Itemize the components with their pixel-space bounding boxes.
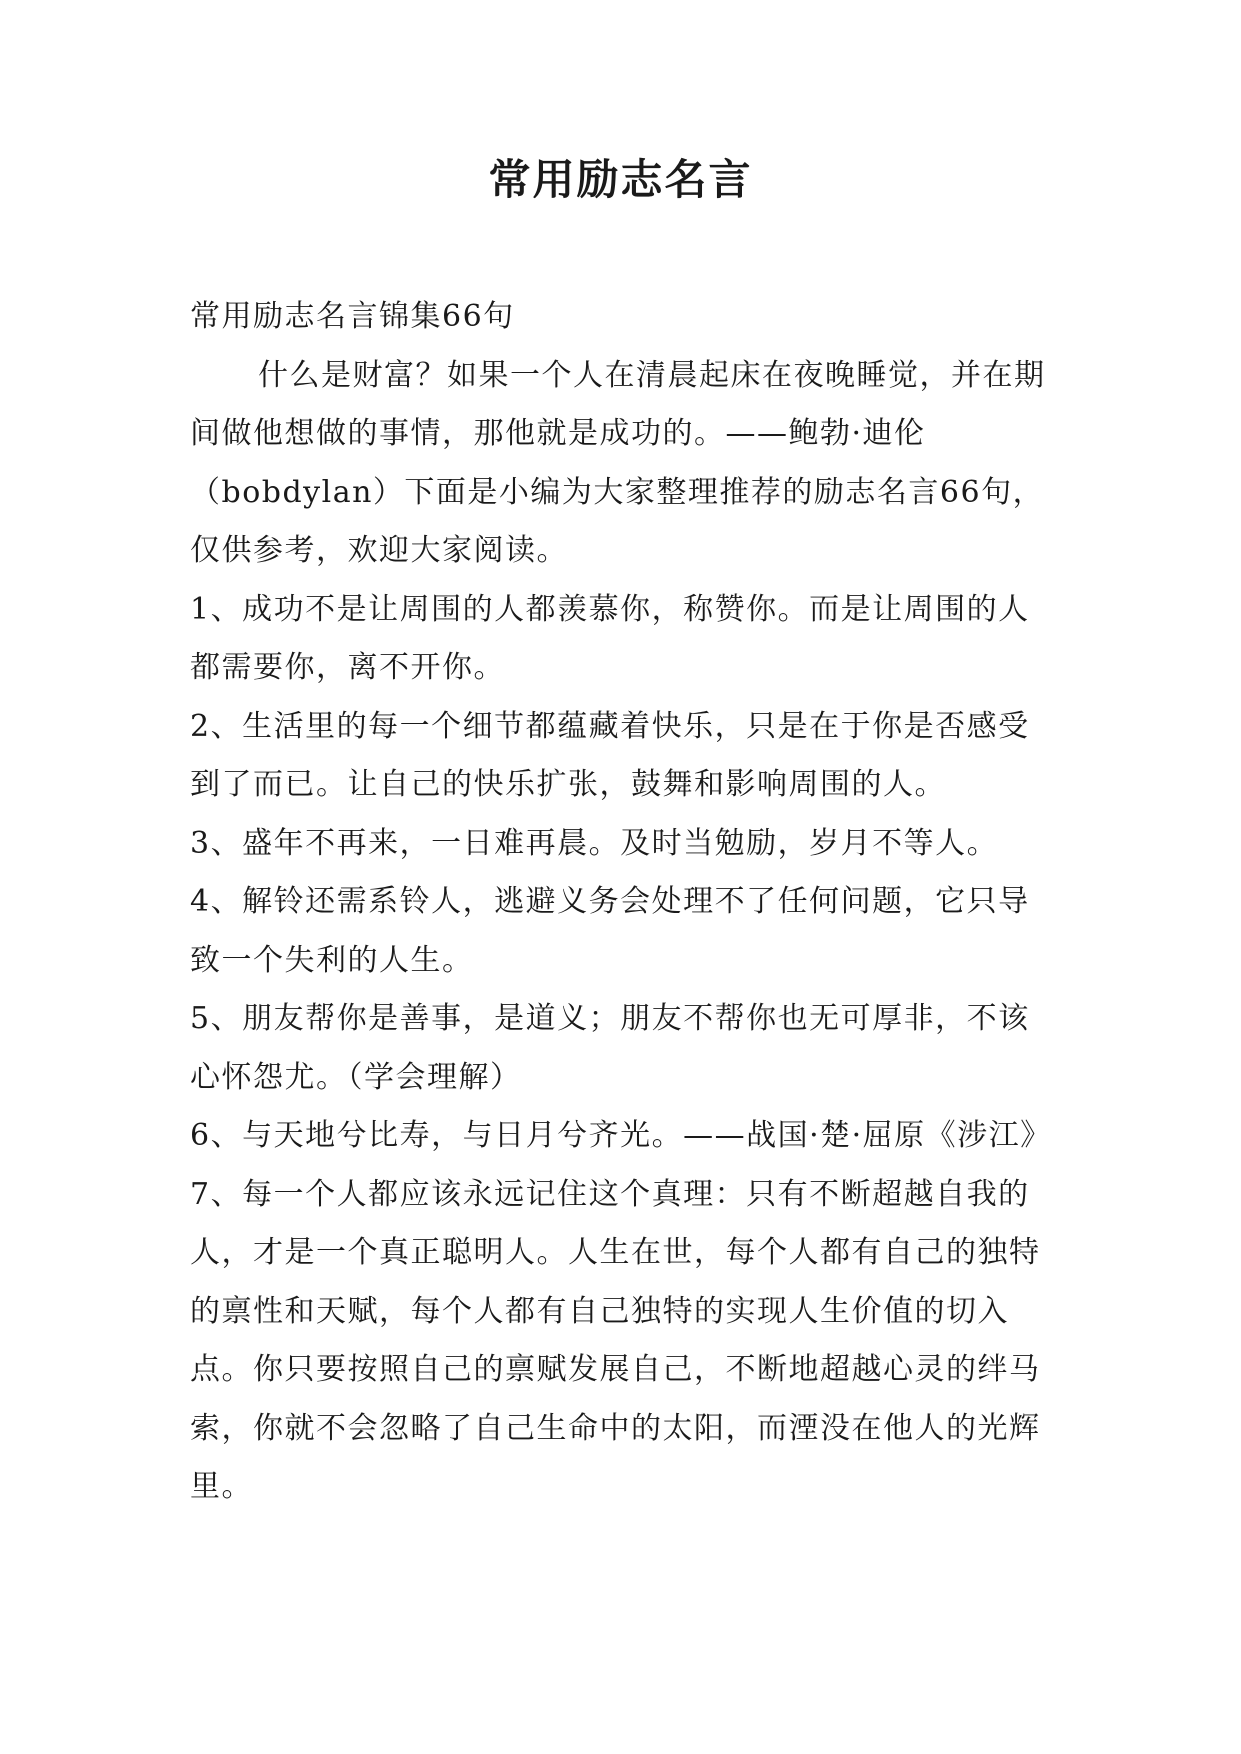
quote-7: 7、每一个人都应该永远记住这个真理：只有不断超越自我的人，才是一个真正聪明人。人生在世，每个人都有自己的独特的禀性和天赋，每个人都有自己独特的实现人生价值的切入点。你只要按照自己的禀赋发展自己，不断地超越心灵的绊马索，你就不会忽略了自己生命中的太阳，而湮没在他人的光辉里。	[190, 1176, 1041, 1504]
document-body	[190, 288, 1060, 1517]
quote-4: 4、解铃还需系铃人，逃避义务会处理不了任何问题，它只导致一个失利的人生。	[190, 884, 1030, 978]
quote-1: 1、成功不是让周围的人都羡慕你，称赞你。而是让周围的人都需要你，离不开你。	[190, 591, 1030, 685]
quote-5: 5、朋友帮你是善事，是道义；朋友不帮你也无可厚非，不该心怀怨尤。（学会理解）	[190, 1001, 1030, 1095]
document-title: 常用励志名言	[488, 155, 753, 204]
quote-2: 2、生活里的每一个细节都蕴藏着快乐，只是在于你是否感受到了而已。让自己的快乐扩张，鼓舞和影响周围的人。	[190, 708, 1030, 802]
intro-paragraph: 什么是财富？如果一个人在清晨起床在夜晚睡觉，并在期间做他想做的事情，那他就是成功的。——鲍勃·迪伦（bobdylan）下面是小编为大家整理推荐的励志名言66句，仅供参考，欢迎大家阅读。	[190, 357, 1046, 568]
quote-3: 3、盛年不再来，一日难再晨。及时当勉励，岁月不等人。	[190, 825, 999, 861]
document-subtitle: 常用励志名言锦集66句	[190, 299, 515, 334]
quote-6: 6、与天地兮比寿，与日月兮齐光。——战国·楚·屈原《涉江》	[190, 1118, 1052, 1153]
